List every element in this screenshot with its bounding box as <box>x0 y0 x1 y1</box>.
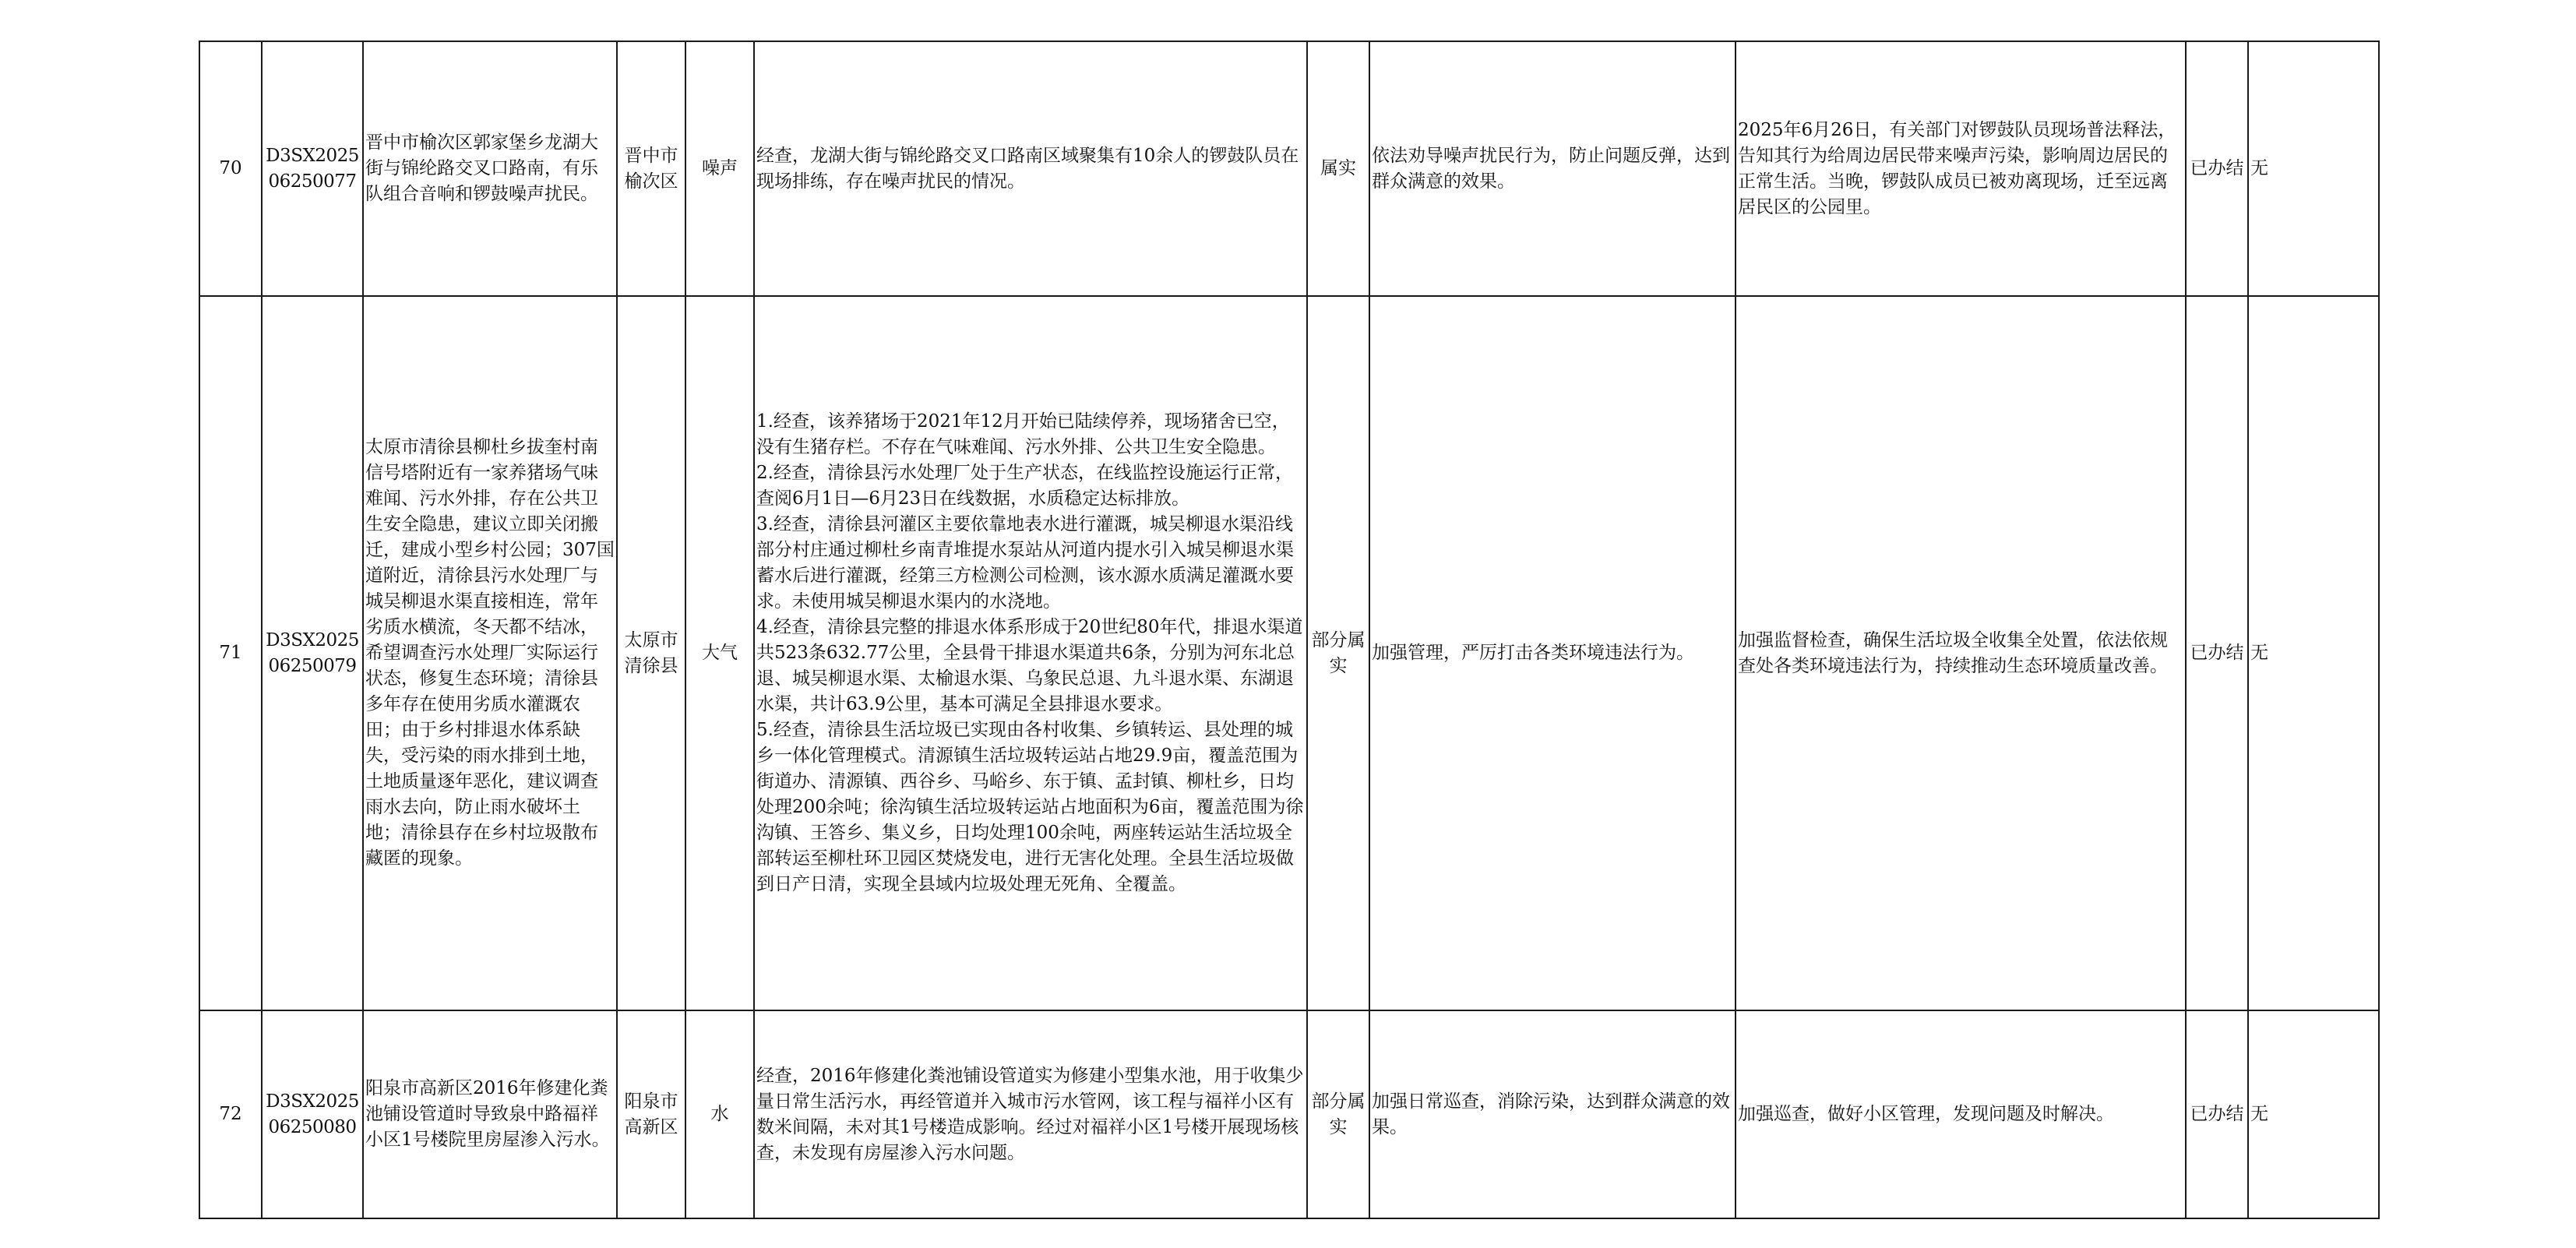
complaint-content: 晋中市榆次区郭家堡乡龙湖大街与锦纶路交叉口路南，有乐队组合音响和锣鼓噪声扰民。 <box>363 41 617 296</box>
investigation-item: 1.经查，该养猪场于2021年12月开始已陆续停养，现场猪舍已空，没有生猪存栏。不存在气味难闻、污水外排、公共卫生安全隐患。 <box>756 411 1290 457</box>
table-row <box>199 296 2379 1010</box>
remarks: 无 <box>2248 41 2379 296</box>
row-number: 72 <box>199 1010 262 1218</box>
administrative-area: 阳泉市高新区 <box>617 1010 685 1218</box>
investigation-item: 4.经查，清徐县完整的排退水体系形成于20世纪80年代，排退水渠道共523条632.77公里，全县骨干排退水渠道共6条，分别为河东北总退、城吴柳退水渠、太榆退水渠、乌象民总退、九斗退水渠、东湖退水渠，共计63.9公里，基本可满足全县排退水要求。 <box>756 617 1303 714</box>
pollution-type: 水 <box>685 1010 754 1218</box>
row-number: 71 <box>199 296 262 1010</box>
verification-status: 属实 <box>1307 41 1369 296</box>
case-code: D3SX202506250077 <box>262 41 363 296</box>
handling-goal: 依法劝导噪声扰民行为，防止问题反弹，达到群众满意的效果。 <box>1369 41 1736 296</box>
table-row <box>199 41 2379 296</box>
investigation-result: 经查，2016年修建化粪池铺设管道实为修建小型集水池，用于收集少量日常生活污水，再经管道并入城市污水管网，该工程与福祥小区有数米间隔，未对其1号楼造成影响。经过对福祥小区1号楼开展现场核查，未发现有房屋渗入污水问题。 <box>754 1010 1307 1218</box>
investigation-result <box>754 296 1307 1010</box>
investigation-item: 5.经查，清徐县生活垃圾已实现由各村收集、乡镇转运、县处理的城乡一体化管理模式。清源镇生活垃圾转运站占地29.9亩，覆盖范围为街道办、清源镇、西谷乡、马峪乡、东于镇、孟封镇、柳杜乡，日均处理200余吨；徐沟镇生活垃圾转运站占地面积为6亩，覆盖范围为徐沟镇、王答乡、集义乡，日均处理100余吨，两座转运站生活垃圾全部转运至柳杜环卫园区焚烧发电，进行无害化处理。全县生活垃圾做到日产日清，实现全县域内垃圾处理无死角、全覆盖。 <box>756 720 1304 894</box>
completion-status: 已办结 <box>2186 1010 2248 1218</box>
investigation-item: 2.经查，清徐县污水处理厂处于生产状态，在线监控设施运行正常，查阅6月1日—6月23日在线数据，水质稳定达标排放。 <box>756 463 1293 509</box>
investigation-result: 经查，龙湖大街与锦纶路交叉口路南区域聚集有10余人的锣鼓队员在现场排练，存在噪声扰民的情况。 <box>754 41 1307 296</box>
verification-status: 部分属实 <box>1307 296 1369 1010</box>
handling-goal: 加强日常巡查，消除污染，达到群众满意的效果。 <box>1369 1010 1736 1218</box>
investigation-item: 3.经查，清徐县河灌区主要依靠地表水进行灌溉，城吴柳退水渠沿线部分村庄通过柳杜乡南青堆提水泵站从河道内提水引入城吴柳退水渠蓄水后进行灌溉，经第三方检测公司检测，该水源水质满足灌溉水要求。未使用城吴柳退水渠内的水浇地。 <box>756 514 1294 612</box>
handling-measures: 加强巡查，做好小区管理，发现问题及时解决。 <box>1736 1010 2186 1218</box>
remarks: 无 <box>2248 1010 2379 1218</box>
handling-goal: 加强管理，严厉打击各类环境违法行为。 <box>1369 296 1736 1010</box>
case-code: D3SX202506250080 <box>262 1010 363 1218</box>
handling-measures: 加强监督检查，确保生活垃圾全收集全处置，依法依规查处各类环境违法行为，持续推动生态环境质量改善。 <box>1736 296 2186 1010</box>
remarks: 无 <box>2248 296 2379 1010</box>
complaint-table <box>199 41 2380 1219</box>
verification-status: 部分属实 <box>1307 1010 1369 1218</box>
pollution-type: 大气 <box>685 296 754 1010</box>
handling-measures: 2025年6月26日，有关部门对锣鼓队员现场普法释法，告知其行为给周边居民带来噪声污染，影响周边居民的正常生活。当晚，锣鼓队成员已被劝离现场，迁至远离居民区的公园里。 <box>1736 41 2186 296</box>
administrative-area: 晋中市榆次区 <box>617 41 685 296</box>
completion-status: 已办结 <box>2186 296 2248 1010</box>
row-number: 70 <box>199 41 262 296</box>
complaint-content: 阳泉市高新区2016年修建化粪池铺设管道时导致泉中路福祥小区1号楼院里房屋渗入污水。 <box>363 1010 617 1218</box>
completion-status: 已办结 <box>2186 41 2248 296</box>
administrative-area: 太原市清徐县 <box>617 296 685 1010</box>
complaint-content: 太原市清徐县柳杜乡拔奎村南信号塔附近有一家养猪场气味难闻、污水外排，存在公共卫生安全隐患，建议立即关闭搬迁，建成小型乡村公园；307国道附近，清徐县污水处理厂与城吴柳退水渠直接相连，常年劣质水横流，冬天都不结冰，希望调查污水处理厂实际运行状态，修复生态环境；清徐县多年存在使用劣质水灌溉农田；由于乡村排退水体系缺失，受污染的雨水排到土地，土地质量逐年恶化，建议调查雨水去向，防止雨水破坏土地；清徐县存在乡村垃圾散布藏匿的现象。 <box>363 296 617 1010</box>
pollution-type: 噪声 <box>685 41 754 296</box>
case-code: D3SX202506250079 <box>262 296 363 1010</box>
table-row <box>199 1010 2379 1218</box>
